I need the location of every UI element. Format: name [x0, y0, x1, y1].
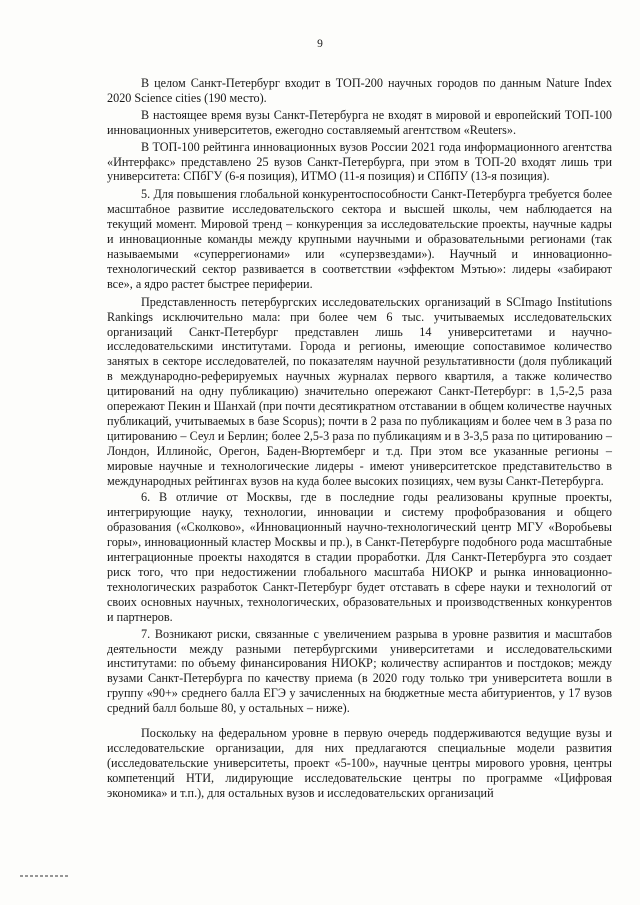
- paragraph-nature-index: В целом Санкт-Петербург входит в ТОП-200 научных городов по данным Nature Index 2020 Science cities (190 место).: [107, 76, 612, 105]
- scan-edge-mark: [20, 875, 70, 877]
- paragraph-item-5: 5. Для повышения глобальной конкурентоспособности Санкт-Петербурга требуется более масштабное развитие исследовательского сектора и высшей школы, чем наблюдается на текущий момент. Мировой тренд – конкуренция за исследовательские проекты, научные кадры и инновационные команды между крупными научными и образовательными регионами (так называемыми «суперрегионами» или «суперзвездами»). Научный и инновационно-технологический сектор развивается в соответствии «эффектом Мэтью»: лидеры «забирают все», а ядро растет быстрее периферии.: [107, 187, 612, 291]
- body-text: [107, 76, 612, 801]
- paragraph-item-6: 6. В отличие от Москвы, где в последние годы реализованы крупные проекты, интегрирующие науку, технологии, инновации и систему профобразования и общего образования («Сколково», «Инновационный научно-технологический центр МГУ «Воробьевы горы», инновационный кластер Москвы и пр.), в Санкт-Петербурге подобного рода масштабные интеграционные проекты находятся в стадии проработки. Для Санкт-Петербурга это создает риск того, что при недостижении глобального масштаба НИОКР и рынка инновационно-технологических разработок Санкт-Петербург будет отставать в сфере науки и технологий от своих основных научных, технологических, образовательных и производственных конкурентов и партнеров.: [107, 490, 612, 624]
- paragraph-item-7: 7. Возникают риски, связанные с увеличением разрыва в уровне развития и масштабов деятельности между разными петербургскими университетами и исследовательскими институтами: по объему финансирования НИОКР; количеству аспирантов и постдоков; между вузами Санкт-Петербурга по качеству приема (в 2020 году только три университета вошли в группу «90+» среднего балла ЕГЭ у зачисленных на бюджетные места абитуриентов, у 17 вузов средний балл больше 80, у остальных – ниже).: [107, 626, 612, 716]
- paragraph-federal-support: Поскольку на федеральном уровне в первую очередь поддерживаются ведущие вузы и исследовательские организации, для них предлагаются специальные модели развития (исследовательские университеты, проект «5-100», научные центры мирового уровня, центры компетенций НТИ, лидирующие исследовательские центры по программе «Цифровая экономика» и т.п.), для остальных вузов и исследовательских организаций: [107, 726, 612, 800]
- paragraph-reuters: В настоящее время вузы Санкт-Петербурга не входят в мировой и европейский ТОП-100 инновационных университетов, ежегодно составляемый агентством «Reuters».: [107, 107, 612, 137]
- paragraph-scimago: Представленность петербургских исследовательских организаций в SCImago Institutions Rankings исключительно мала: при более чем 6 тыс. учитываемых исследовательских организаций Санкт-Петербург представлен лишь 14 университетами и научно-исследовательскими институтами. Города и регионы, имеющие сопоставимое количество занятых в секторе исследователей, по показателям научной результативности (доля публикаций в международно-реферируемых научных журналах первого квартиля, а также количество цитирований на одну публикацию) значительно опережают Санкт-Петербург: в 1,5-2,5 раза опережают Пекин и Шанхай (при почти десятикратном отставании в общем количестве научных публикаций, учитываемых в базе Scopus); почти в 2 раза по публикациям и более чем в 3 раза по цитированию – Сеул и Берлин; более 2,5-3 раза по публикациям и в 3-3,5 раза по цитированию – Лондон, Иллинойс, Орегон, Баден-Вюртемберг и т.д. При этом все указанные регионы – мировые научные и технологические лидеры - имеют университетское представительство в международных рейтингах вузов на куда более высоких позициях, чем вузы Санкт-Петербурга.: [107, 294, 612, 488]
- paragraph-interfax: В ТОП-100 рейтинга инновационных вузов России 2021 года информационного агентства «Интерфакс» представлено 25 вузов Санкт-Петербурга, при этом в ТОП-20 входят лишь три университета: СПбГУ (6-я позиция), ИТМО (11-я позиция) и СПбПУ (13-я позиция).: [107, 139, 612, 184]
- page-number: 9: [317, 38, 323, 50]
